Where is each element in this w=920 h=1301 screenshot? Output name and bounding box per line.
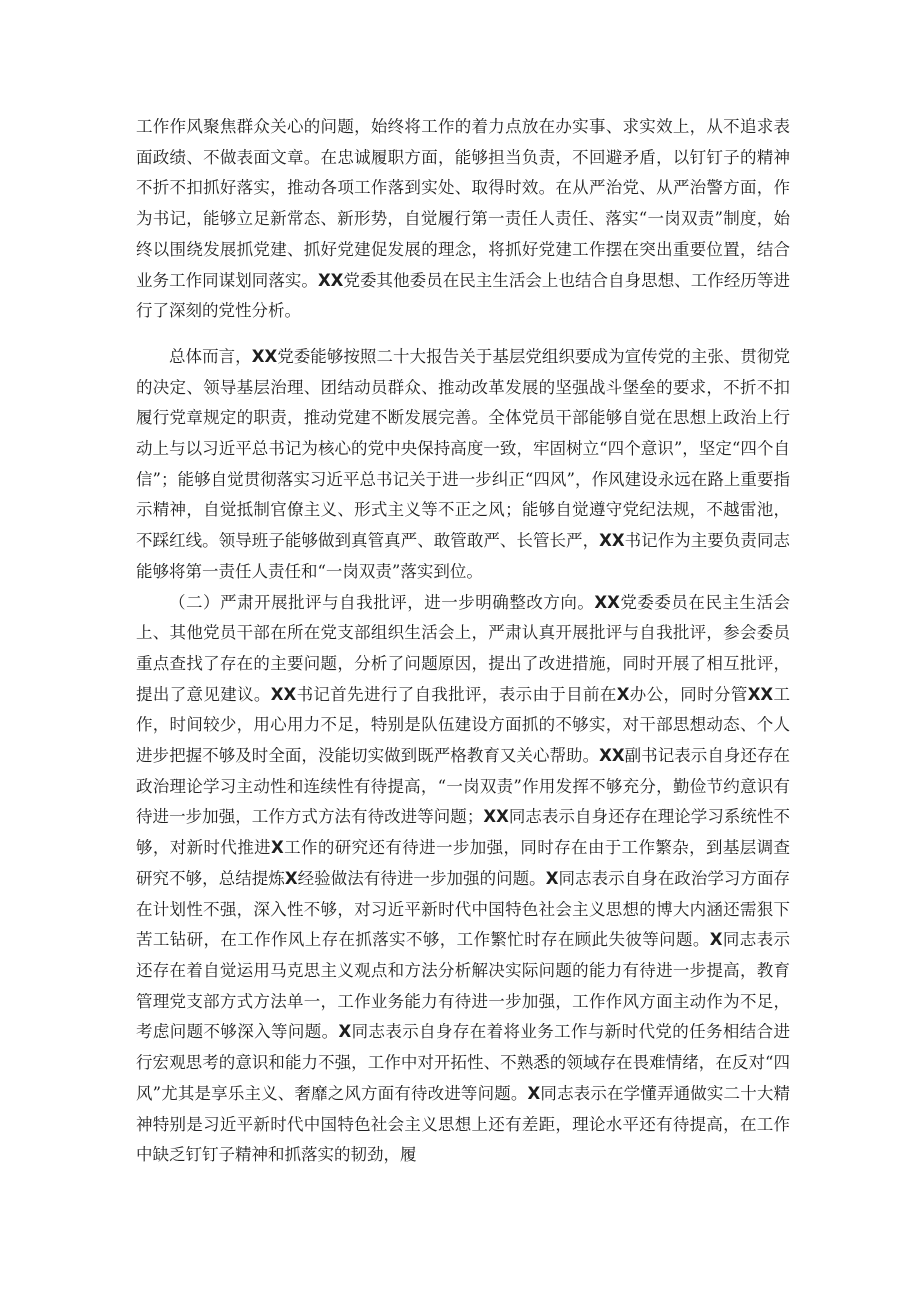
paragraph-text: 党委其他委员在民主生活会上也结合自身思想、工作经历等进行了深刻的党性分析。	[136, 270, 791, 321]
placeholder-name: XX	[483, 807, 509, 827]
paragraph-text: 党委能够按照二十大报告关于基层党组织要成为宣传党的主张、贯彻党的决定、领导基层治理、团结动员群众、推动改革发展的坚强战斗堡垒的要求，不折不扣履行党章规定的职责，推动党建不断发展完善。全体党员干部能够自觉在思想上政治上行动上与以习近平总书记为核心的党中央保持高度一致，牢固树立“四个意识”，坚定“四个自信”；能够自觉贯彻落实习近平总书记关于进一步纠正“四风”，作风建设永远在路上重要指示精神，自觉抵制官僚主义、形式主义等不正之风；能够自觉遵守党纪法规，不越雷池，不踩红线。领导班子能够做到真管真严、敢管敢严、长管长严，	[136, 346, 791, 551]
placeholder-name: X	[284, 868, 298, 888]
placeholder-name: X	[527, 1083, 541, 1103]
paragraph-text: 党委委员在民主生活会上、其他党员干部在所在党支部组织生活会上，严肃认真开展批评与自我批评，参会委员重点查找了存在的主要问题，分析了问题原因，提出了改进措施，同时开展了相互批评，提出了意见建议。	[136, 592, 790, 704]
paragraph-text: 同志表示在学懂弄通做实二十大精神特别是习近平新时代中国特色社会主义思想上还有差距，理论水平还有待提高，在工作中缺乏钉钉子精神和抓落实的韧劲，履	[136, 1083, 791, 1165]
paragraph-text: 同志表示自身存在着将业务工作与新时代党的任务相结合进行宏观思考的意识和能力不强，工作中对开拓性、不熟悉的领域存在畏难情绪，在反对“四风”尤其是享乐主义、奢靡之风方面有待改进等问题。	[136, 1022, 791, 1103]
placeholder-name: XX	[747, 684, 774, 704]
paragraph-2	[136, 342, 790, 588]
placeholder-name: XX	[270, 684, 297, 704]
document-body	[136, 112, 790, 1171]
paragraph-text: 同志表示自身在政治学习方面存在计划性不强，深入性不够，对习近平新时代中国特色社会主义思想的博大内涵还需狠下苦工钻研，在工作作风上存在抓落实不够，工作繁忙时存在顾此失彼等问题。	[136, 868, 791, 950]
placeholder-name: XX	[251, 346, 278, 366]
paragraph-text: 书记作为主要负责同志能够将第一责任人责任和“一岗双责”落实到位。	[136, 531, 791, 581]
placeholder-name: XX	[317, 270, 344, 290]
paragraph-1	[136, 112, 790, 327]
placeholder-name: X	[709, 930, 723, 950]
paragraph-text: 办公，同时分管	[629, 684, 748, 704]
placeholder-name: XX	[594, 592, 620, 612]
placeholder-name: XX	[599, 746, 625, 766]
paragraph-text: 同志表示自身还存在理论学习系统性不够，对新时代推进	[136, 807, 791, 858]
paragraph-text: 工作作风聚焦群众关心的问题，始终将工作的着力点放在办实事、求实效上，从不追求表面政绩、不做表面文章。在忠诚履职方面，能够担当负责，不回避矛盾，以钉钉子的精神不折不扣抓好落实，推动各项工作落到实处、取得时效。在从严治党、从严治警方面，作为书记，能够立足新常态、新形势，自觉履行第一责任人责任、落实“一岗双责”制度，始终以围绕发展抓党建、抓好党建促发展的理念，将抓好党建工作摆在突出重要位置，结合业务工作同谋划同落实。	[136, 117, 790, 290]
paragraph-3	[136, 588, 790, 1171]
paragraph-text: 经验做法有待进一步加强的问题。	[297, 868, 546, 888]
placeholder-name: X	[338, 1022, 352, 1042]
placeholder-name: X	[545, 868, 559, 888]
paragraph-text: 副书记表示自身还存在政治理论学习主动性和连续性有待提高，“一岗双责”作用发挥不够充分，勤俭节约意识有待进一步加强，工作方式方法有待改进等问题；	[136, 746, 791, 827]
paragraph-text: 书记首先进行了自我批评，表示由于目前在	[296, 684, 617, 704]
placeholder-name: X	[616, 684, 630, 704]
paragraph-text: 工作，时间较少，用心用力不足，特别是队伍建设方面抓的不够实，对干部思想动态、个人进步把握不够及时全面，没能切实做到既严格教育又关心帮助。	[136, 684, 791, 766]
paragraph-text: 工作的研究还有待进一步加强，同时存在由于工作繁杂，到基层调查研究不够，总结提炼	[136, 838, 791, 888]
paragraph-text: 同志表示还存在着自觉运用马克思主义观点和方法分析解决实际问题的能力有待进一步提高，教育管理党支部方式方法单一，工作业务能力有待进一步加强，工作作风方面主动作为不足，考虑问题不够深入等问题。	[136, 930, 791, 1042]
placeholder-name: XX	[599, 531, 625, 551]
placeholder-name: X	[271, 838, 284, 858]
paragraph-text: （二）严肃开展批评与自我批评，进一步明确整改方向。	[169, 592, 595, 612]
paragraph-text: 总体而言，	[169, 346, 252, 366]
